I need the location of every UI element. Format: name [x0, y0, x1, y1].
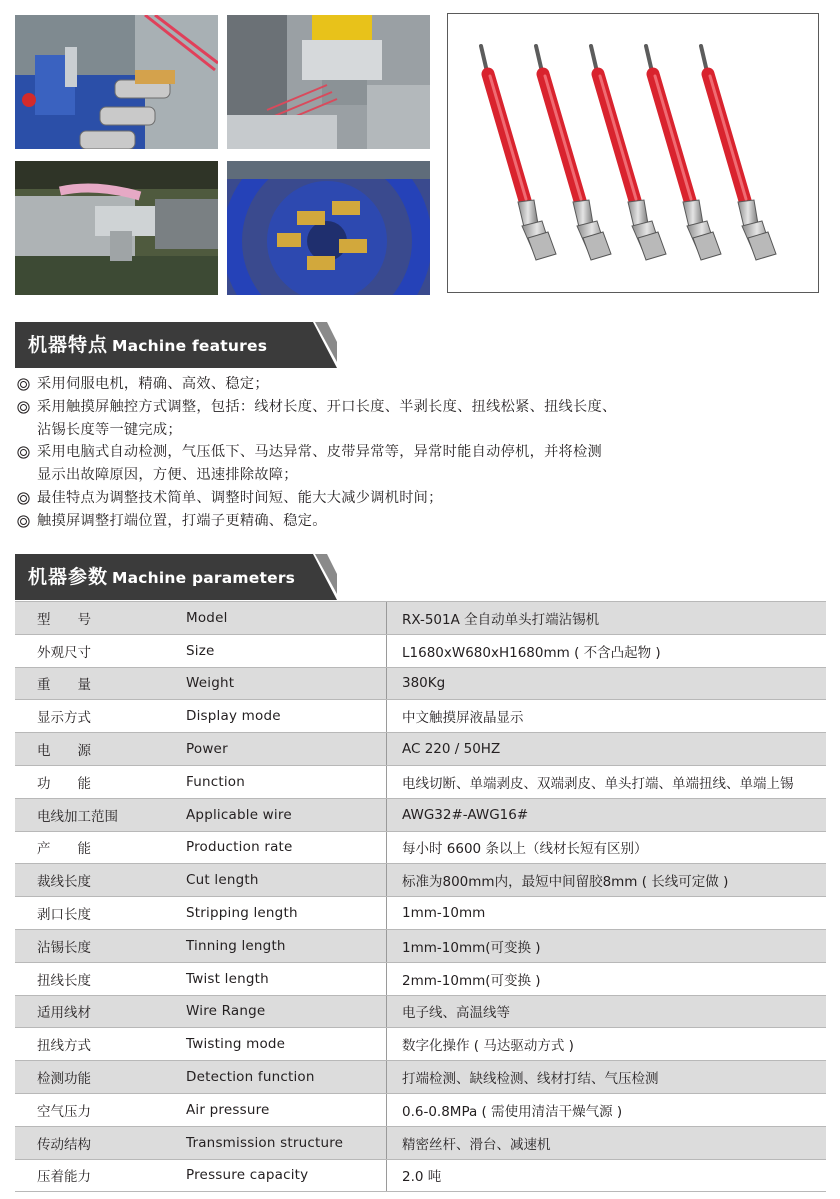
- double-circle-bullet-icon: [17, 492, 30, 505]
- features-title-en: Machine features: [112, 337, 268, 355]
- product-terminated-wires: [448, 14, 817, 291]
- param-label-en: Pressure capacity: [180, 1159, 387, 1192]
- param-label-en: Applicable wire: [180, 798, 387, 831]
- double-circle-bullet-icon: [17, 446, 30, 459]
- param-value: 中文触摸屏液晶显示: [387, 700, 827, 733]
- param-value: 电线切断、单端剥皮、双端剥皮、单头打端、单端扭线、单端上锡: [387, 765, 827, 798]
- param-label-cn: 外观尺寸: [15, 634, 180, 667]
- double-circle-bullet-icon: [17, 401, 30, 414]
- param-label-cn: 重 量: [15, 667, 180, 700]
- param-label-cn: 扭线方式: [15, 1028, 180, 1061]
- param-row: [15, 700, 826, 733]
- param-value: 2.0 吨: [387, 1159, 827, 1192]
- param-label-en: Transmission structure: [180, 1126, 387, 1159]
- param-label-en: Twisting mode: [180, 1028, 387, 1061]
- param-label-cn: 电 源: [15, 733, 180, 766]
- param-label-cn: 型 号: [15, 602, 180, 635]
- param-row: [15, 1061, 826, 1094]
- param-row: [15, 929, 826, 962]
- param-value: AC 220 / 50HZ: [387, 733, 827, 766]
- param-label-cn: 空气压力: [15, 1093, 180, 1126]
- feature-item: 采用电脑式自动检测，气压低下、马达异常、皮带异常等，异常时能自动停机，并将检测: [17, 441, 817, 464]
- param-row: [15, 765, 826, 798]
- param-row: [15, 897, 826, 930]
- param-label-en: Twist length: [180, 962, 387, 995]
- param-row: [15, 634, 826, 667]
- param-row: [15, 602, 826, 635]
- feature-item: 采用触摸屏触控方式调整，包括：线材长度、开口长度、半剥长度、扭线松紧、扭线长度、: [17, 396, 817, 419]
- param-row: [15, 1028, 826, 1061]
- param-label-en: Detection function: [180, 1061, 387, 1094]
- param-value: 标准为800mm内，最短中间留胶8mm ( 长线可定做 ): [387, 864, 827, 897]
- features-section-banner: [15, 322, 337, 368]
- parameters-title-cn: 机器参数: [28, 566, 109, 588]
- parameters-section-banner: [15, 554, 337, 600]
- photo-rotary-clamp-wheel: [227, 161, 430, 295]
- param-label-en: Size: [180, 634, 387, 667]
- param-label-cn: 产 能: [15, 831, 180, 864]
- param-row: [15, 1126, 826, 1159]
- param-label-cn: 扭线长度: [15, 962, 180, 995]
- param-row: [15, 864, 826, 897]
- parameters-table: [15, 601, 826, 1192]
- param-value: 精密丝杆、滑台、减速机: [387, 1126, 827, 1159]
- param-label-cn: 功 能: [15, 765, 180, 798]
- param-label-en: Wire Range: [180, 995, 387, 1028]
- param-row: [15, 1159, 826, 1192]
- param-label-cn: 显示方式: [15, 700, 180, 733]
- param-row: [15, 995, 826, 1028]
- feature-item: 触摸屏调整打端位置，打端子更精确、稳定。: [17, 510, 817, 533]
- param-row: [15, 962, 826, 995]
- param-value: 数字化操作 ( 马达驱动方式 ): [387, 1028, 827, 1061]
- parameters-title-en: Machine parameters: [112, 569, 296, 587]
- param-label-cn: 传动结构: [15, 1126, 180, 1159]
- param-value: AWG32#-AWG16#: [387, 798, 827, 831]
- param-label-cn: 压着能力: [15, 1159, 180, 1192]
- param-label-cn: 裁线长度: [15, 864, 180, 897]
- param-value: 380Kg: [387, 667, 827, 700]
- param-label-cn: 检测功能: [15, 1061, 180, 1094]
- feature-item-continuation: 沾锡长度等一键完成；: [37, 421, 182, 438]
- param-value: 0.6-0.8MPa ( 需使用清洁干燥气源 ): [387, 1093, 827, 1126]
- param-value: RX-501A 全自动单头打端沾锡机: [387, 602, 827, 635]
- param-row: [15, 667, 826, 700]
- param-label-en: Air pressure: [180, 1093, 387, 1126]
- feature-item: 采用伺服电机，精确、高效、稳定；: [17, 373, 817, 396]
- photo-crimping-head: [227, 15, 430, 149]
- param-label-en: Display mode: [180, 700, 387, 733]
- param-row: [15, 733, 826, 766]
- param-row: [15, 1093, 826, 1126]
- param-label-en: Stripping length: [180, 897, 387, 930]
- double-circle-bullet-icon: [17, 515, 30, 528]
- param-label-en: Function: [180, 765, 387, 798]
- param-label-en: Power: [180, 733, 387, 766]
- param-row: [15, 798, 826, 831]
- param-value: 2mm-10mm(可变换 ): [387, 962, 827, 995]
- param-label-cn: 电线加工范围: [15, 798, 180, 831]
- param-value: L1680xW680xH1680mm ( 不含凸起物 ): [387, 634, 827, 667]
- param-label-en: Cut length: [180, 864, 387, 897]
- double-circle-bullet-icon: [17, 378, 30, 391]
- param-value: 1mm-10mm: [387, 897, 827, 930]
- feature-item: 最佳特点为调整技术简单、调整时间短、能大大减少调机时间；: [17, 487, 817, 510]
- photo-wire-feed-rollers: [15, 15, 218, 149]
- feature-item-continuation: 显示出故障原因，方便、迅速排除故障；: [37, 467, 298, 484]
- param-label-en: Weight: [180, 667, 387, 700]
- param-value: 1mm-10mm(可变换 ): [387, 929, 827, 962]
- param-label-cn: 剥口长度: [15, 897, 180, 930]
- param-value: 电子线、高温线等: [387, 995, 827, 1028]
- param-label-cn: 沾锡长度: [15, 929, 180, 962]
- product-photo-frame: [447, 13, 819, 293]
- photo-wire-gripper: [15, 161, 218, 295]
- param-value: 打端检测、缺线检测、线材打结、气压检测: [387, 1061, 827, 1094]
- feature-list: [17, 373, 817, 533]
- param-label-cn: 适用线材: [15, 995, 180, 1028]
- param-value: 每小时 6600 条以上（线材长短有区别）: [387, 831, 827, 864]
- param-row: [15, 831, 826, 864]
- param-label-en: Model: [180, 602, 387, 635]
- features-title-cn: 机器特点: [28, 334, 109, 356]
- param-label-en: Tinning length: [180, 929, 387, 962]
- param-label-en: Production rate: [180, 831, 387, 864]
